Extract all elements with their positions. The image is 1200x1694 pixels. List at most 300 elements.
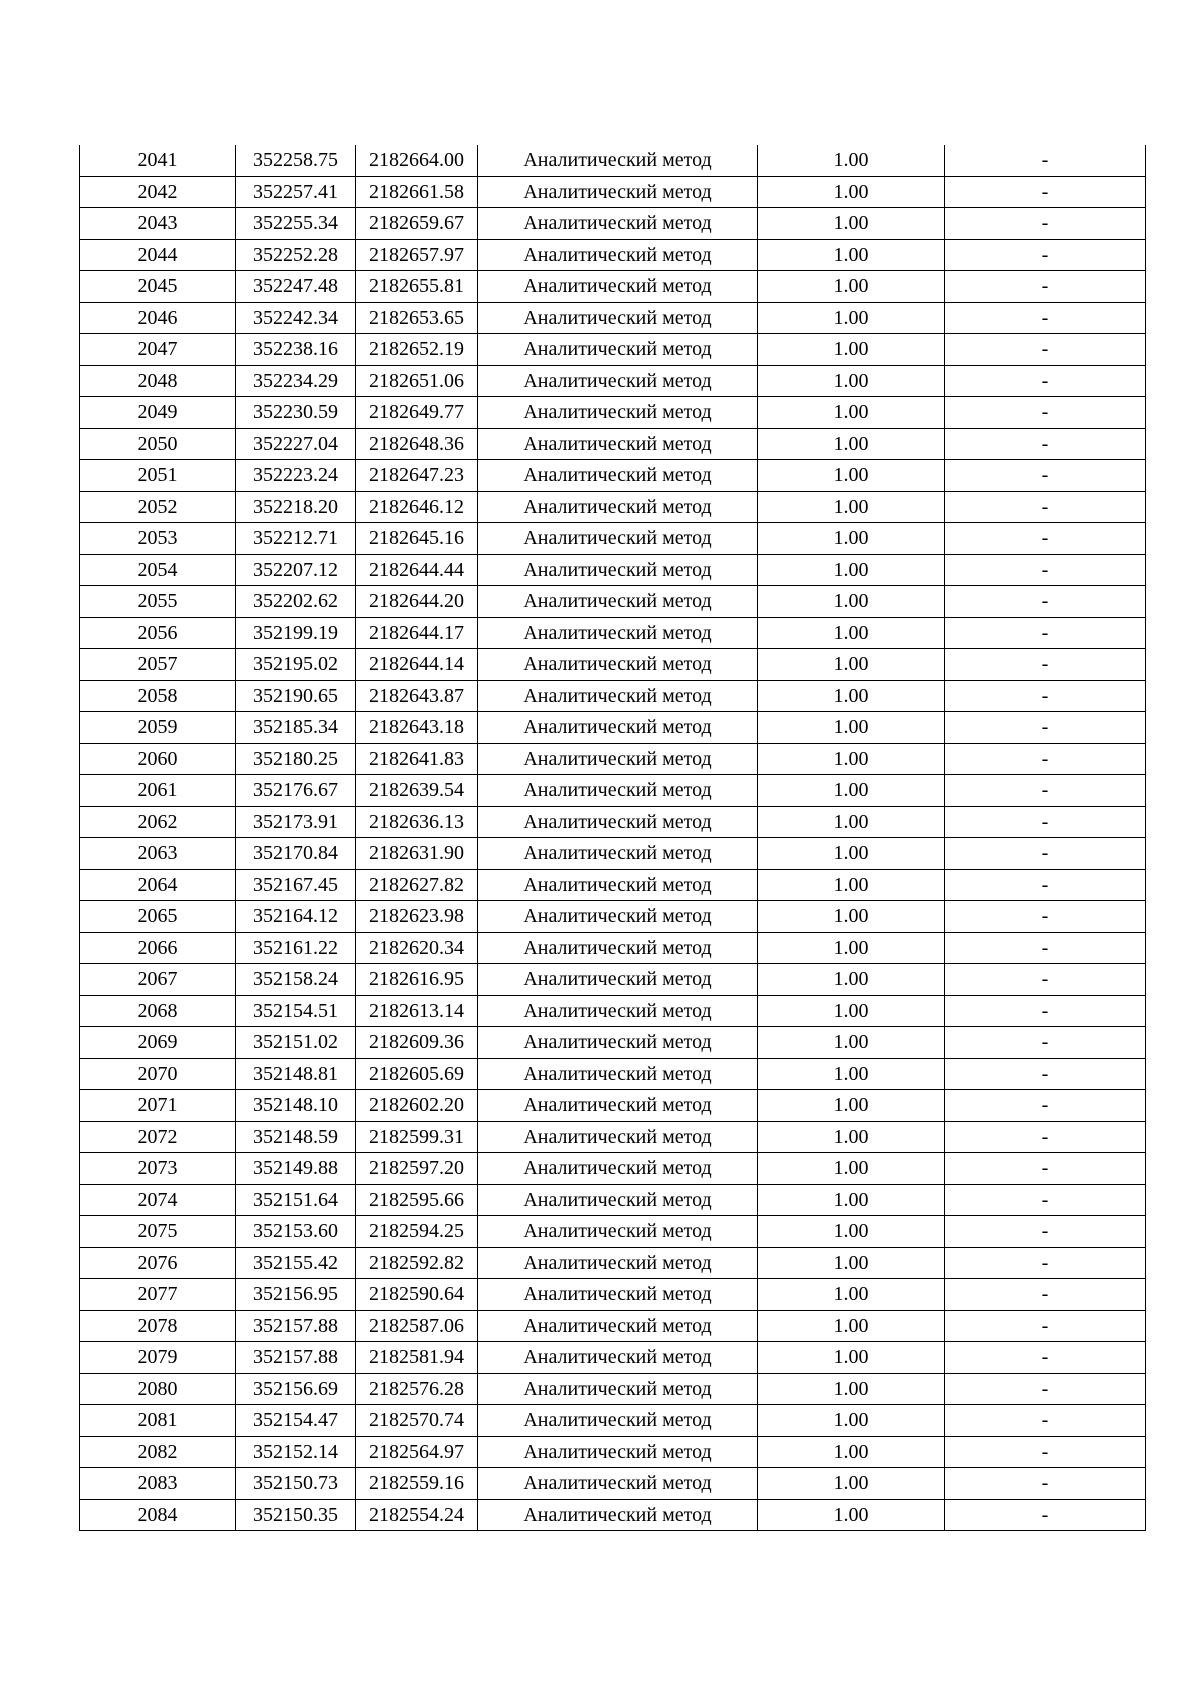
- method-cell: Аналитический метод: [478, 176, 758, 208]
- accuracy-cell: 1.00: [758, 743, 945, 775]
- point-number-cell: 2046: [80, 302, 236, 334]
- description-cell: -: [945, 491, 1146, 523]
- method-cell: Аналитический метод: [478, 1247, 758, 1279]
- x-coordinate-cell: 352155.42: [236, 1247, 356, 1279]
- accuracy-cell: 1.00: [758, 1468, 945, 1500]
- y-coordinate-cell: 2182602.20: [356, 1090, 478, 1122]
- method-cell: Аналитический метод: [478, 1310, 758, 1342]
- method-cell: Аналитический метод: [478, 1405, 758, 1437]
- x-coordinate-cell: 352223.24: [236, 460, 356, 492]
- method-cell: Аналитический метод: [478, 1121, 758, 1153]
- accuracy-cell: 1.00: [758, 1279, 945, 1311]
- description-cell: -: [945, 334, 1146, 366]
- table-body: [80, 145, 1146, 1531]
- accuracy-cell: 1.00: [758, 712, 945, 744]
- table-row: [80, 743, 1146, 775]
- x-coordinate-cell: 352154.51: [236, 995, 356, 1027]
- method-cell: Аналитический метод: [478, 1499, 758, 1531]
- x-coordinate-cell: 352199.19: [236, 617, 356, 649]
- accuracy-cell: 1.00: [758, 586, 945, 618]
- table-row: [80, 1405, 1146, 1437]
- description-cell: -: [945, 680, 1146, 712]
- point-number-cell: 2053: [80, 523, 236, 555]
- x-coordinate-cell: 352173.91: [236, 806, 356, 838]
- accuracy-cell: 1.00: [758, 208, 945, 240]
- y-coordinate-cell: 2182653.65: [356, 302, 478, 334]
- description-cell: -: [945, 995, 1146, 1027]
- table-row: [80, 649, 1146, 681]
- y-coordinate-cell: 2182592.82: [356, 1247, 478, 1279]
- method-cell: Аналитический метод: [478, 523, 758, 555]
- method-cell: Аналитический метод: [478, 428, 758, 460]
- accuracy-cell: 1.00: [758, 176, 945, 208]
- method-cell: Аналитический метод: [478, 1027, 758, 1059]
- accuracy-cell: 1.00: [758, 1121, 945, 1153]
- method-cell: Аналитический метод: [478, 334, 758, 366]
- y-coordinate-cell: 2182587.06: [356, 1310, 478, 1342]
- y-coordinate-cell: 2182599.31: [356, 1121, 478, 1153]
- x-coordinate-cell: 352157.88: [236, 1342, 356, 1374]
- point-number-cell: 2069: [80, 1027, 236, 1059]
- description-cell: -: [945, 649, 1146, 681]
- accuracy-cell: 1.00: [758, 1153, 945, 1185]
- y-coordinate-cell: 2182644.20: [356, 586, 478, 618]
- description-cell: -: [945, 397, 1146, 429]
- accuracy-cell: 1.00: [758, 1247, 945, 1279]
- table-row: [80, 932, 1146, 964]
- x-coordinate-cell: 352170.84: [236, 838, 356, 870]
- accuracy-cell: 1.00: [758, 806, 945, 838]
- point-number-cell: 2082: [80, 1436, 236, 1468]
- method-cell: Аналитический метод: [478, 1153, 758, 1185]
- description-cell: -: [945, 1342, 1146, 1374]
- description-cell: -: [945, 1153, 1146, 1185]
- table-row: [80, 1468, 1146, 1500]
- x-coordinate-cell: 352238.16: [236, 334, 356, 366]
- table-row: [80, 1121, 1146, 1153]
- x-coordinate-cell: 352154.47: [236, 1405, 356, 1437]
- point-number-cell: 2045: [80, 271, 236, 303]
- y-coordinate-cell: 2182631.90: [356, 838, 478, 870]
- description-cell: -: [945, 901, 1146, 933]
- accuracy-cell: 1.00: [758, 271, 945, 303]
- method-cell: Аналитический метод: [478, 649, 758, 681]
- method-cell: Аналитический метод: [478, 271, 758, 303]
- y-coordinate-cell: 2182576.28: [356, 1373, 478, 1405]
- x-coordinate-cell: 352242.34: [236, 302, 356, 334]
- method-cell: Аналитический метод: [478, 743, 758, 775]
- table-row: [80, 964, 1146, 996]
- x-coordinate-cell: 352227.04: [236, 428, 356, 460]
- accuracy-cell: 1.00: [758, 680, 945, 712]
- table-row: [80, 995, 1146, 1027]
- point-number-cell: 2080: [80, 1373, 236, 1405]
- point-number-cell: 2078: [80, 1310, 236, 1342]
- accuracy-cell: 1.00: [758, 365, 945, 397]
- description-cell: -: [945, 806, 1146, 838]
- x-coordinate-cell: 352148.59: [236, 1121, 356, 1153]
- method-cell: Аналитический метод: [478, 145, 758, 176]
- y-coordinate-cell: 2182623.98: [356, 901, 478, 933]
- accuracy-cell: 1.00: [758, 1027, 945, 1059]
- x-coordinate-cell: 352202.62: [236, 586, 356, 618]
- accuracy-cell: 1.00: [758, 1499, 945, 1531]
- x-coordinate-cell: 352195.02: [236, 649, 356, 681]
- y-coordinate-cell: 2182595.66: [356, 1184, 478, 1216]
- point-number-cell: 2042: [80, 176, 236, 208]
- point-number-cell: 2043: [80, 208, 236, 240]
- point-number-cell: 2060: [80, 743, 236, 775]
- accuracy-cell: 1.00: [758, 428, 945, 460]
- accuracy-cell: 1.00: [758, 302, 945, 334]
- method-cell: Аналитический метод: [478, 460, 758, 492]
- description-cell: -: [945, 932, 1146, 964]
- x-coordinate-cell: 352158.24: [236, 964, 356, 996]
- accuracy-cell: 1.00: [758, 491, 945, 523]
- y-coordinate-cell: 2182659.67: [356, 208, 478, 240]
- point-number-cell: 2067: [80, 964, 236, 996]
- description-cell: -: [945, 554, 1146, 586]
- table-row: [80, 586, 1146, 618]
- y-coordinate-cell: 2182643.18: [356, 712, 478, 744]
- description-cell: -: [945, 1247, 1146, 1279]
- description-cell: -: [945, 1090, 1146, 1122]
- method-cell: Аналитический метод: [478, 964, 758, 996]
- point-number-cell: 2076: [80, 1247, 236, 1279]
- y-coordinate-cell: 2182641.83: [356, 743, 478, 775]
- table-row: [80, 1090, 1146, 1122]
- x-coordinate-cell: 352156.95: [236, 1279, 356, 1311]
- x-coordinate-cell: 352234.29: [236, 365, 356, 397]
- point-number-cell: 2057: [80, 649, 236, 681]
- table-row: [80, 397, 1146, 429]
- point-number-cell: 2047: [80, 334, 236, 366]
- description-cell: -: [945, 1216, 1146, 1248]
- accuracy-cell: 1.00: [758, 397, 945, 429]
- accuracy-cell: 1.00: [758, 239, 945, 271]
- y-coordinate-cell: 2182655.81: [356, 271, 478, 303]
- description-cell: -: [945, 1468, 1146, 1500]
- description-cell: -: [945, 365, 1146, 397]
- description-cell: -: [945, 838, 1146, 870]
- y-coordinate-cell: 2182616.95: [356, 964, 478, 996]
- table-row: [80, 1342, 1146, 1374]
- y-coordinate-cell: 2182644.17: [356, 617, 478, 649]
- description-cell: -: [945, 1436, 1146, 1468]
- table-row: [80, 901, 1146, 933]
- point-number-cell: 2049: [80, 397, 236, 429]
- point-number-cell: 2070: [80, 1058, 236, 1090]
- point-number-cell: 2054: [80, 554, 236, 586]
- method-cell: Аналитический метод: [478, 680, 758, 712]
- point-number-cell: 2050: [80, 428, 236, 460]
- x-coordinate-cell: 352151.02: [236, 1027, 356, 1059]
- method-cell: Аналитический метод: [478, 775, 758, 807]
- coordinates-table: [79, 145, 1146, 1531]
- accuracy-cell: 1.00: [758, 554, 945, 586]
- accuracy-cell: 1.00: [758, 460, 945, 492]
- method-cell: Аналитический метод: [478, 869, 758, 901]
- table-row: [80, 176, 1146, 208]
- point-number-cell: 2081: [80, 1405, 236, 1437]
- y-coordinate-cell: 2182620.34: [356, 932, 478, 964]
- accuracy-cell: 1.00: [758, 617, 945, 649]
- point-number-cell: 2041: [80, 145, 236, 176]
- table-row: [80, 523, 1146, 555]
- table-row: [80, 460, 1146, 492]
- x-coordinate-cell: 352164.12: [236, 901, 356, 933]
- x-coordinate-cell: 352176.67: [236, 775, 356, 807]
- method-cell: Аналитический метод: [478, 1090, 758, 1122]
- y-coordinate-cell: 2182645.16: [356, 523, 478, 555]
- x-coordinate-cell: 352153.60: [236, 1216, 356, 1248]
- point-number-cell: 2063: [80, 838, 236, 870]
- x-coordinate-cell: 352157.88: [236, 1310, 356, 1342]
- table-row: [80, 1310, 1146, 1342]
- method-cell: Аналитический метод: [478, 1373, 758, 1405]
- x-coordinate-cell: 352247.48: [236, 271, 356, 303]
- table-row: [80, 145, 1146, 176]
- description-cell: -: [945, 1310, 1146, 1342]
- description-cell: -: [945, 523, 1146, 555]
- table-row: [80, 271, 1146, 303]
- description-cell: -: [945, 1121, 1146, 1153]
- point-number-cell: 2075: [80, 1216, 236, 1248]
- y-coordinate-cell: 2182609.36: [356, 1027, 478, 1059]
- table-row: [80, 1058, 1146, 1090]
- method-cell: Аналитический метод: [478, 1184, 758, 1216]
- description-cell: -: [945, 1058, 1146, 1090]
- table-row: [80, 491, 1146, 523]
- point-number-cell: 2065: [80, 901, 236, 933]
- y-coordinate-cell: 2182581.94: [356, 1342, 478, 1374]
- description-cell: -: [945, 617, 1146, 649]
- y-coordinate-cell: 2182613.14: [356, 995, 478, 1027]
- table-row: [80, 554, 1146, 586]
- y-coordinate-cell: 2182649.77: [356, 397, 478, 429]
- description-cell: -: [945, 1499, 1146, 1531]
- table-row: [80, 617, 1146, 649]
- point-number-cell: 2066: [80, 932, 236, 964]
- accuracy-cell: 1.00: [758, 869, 945, 901]
- point-number-cell: 2079: [80, 1342, 236, 1374]
- method-cell: Аналитический метод: [478, 1058, 758, 1090]
- table-row: [80, 838, 1146, 870]
- x-coordinate-cell: 352151.64: [236, 1184, 356, 1216]
- method-cell: Аналитический метод: [478, 239, 758, 271]
- description-cell: -: [945, 271, 1146, 303]
- description-cell: -: [945, 1373, 1146, 1405]
- point-number-cell: 2073: [80, 1153, 236, 1185]
- method-cell: Аналитический метод: [478, 491, 758, 523]
- accuracy-cell: 1.00: [758, 1342, 945, 1374]
- x-coordinate-cell: 352218.20: [236, 491, 356, 523]
- x-coordinate-cell: 352252.28: [236, 239, 356, 271]
- method-cell: Аналитический метод: [478, 1342, 758, 1374]
- method-cell: Аналитический метод: [478, 1279, 758, 1311]
- description-cell: -: [945, 586, 1146, 618]
- accuracy-cell: 1.00: [758, 995, 945, 1027]
- x-coordinate-cell: 352212.71: [236, 523, 356, 555]
- point-number-cell: 2062: [80, 806, 236, 838]
- y-coordinate-cell: 2182597.20: [356, 1153, 478, 1185]
- table-row: [80, 208, 1146, 240]
- description-cell: -: [945, 302, 1146, 334]
- table-row: [80, 1216, 1146, 1248]
- table-row: [80, 712, 1146, 744]
- point-number-cell: 2044: [80, 239, 236, 271]
- y-coordinate-cell: 2182644.44: [356, 554, 478, 586]
- method-cell: Аналитический метод: [478, 365, 758, 397]
- method-cell: Аналитический метод: [478, 995, 758, 1027]
- table-row: [80, 1436, 1146, 1468]
- y-coordinate-cell: 2182644.14: [356, 649, 478, 681]
- accuracy-cell: 1.00: [758, 1405, 945, 1437]
- x-coordinate-cell: 352149.88: [236, 1153, 356, 1185]
- x-coordinate-cell: 352148.10: [236, 1090, 356, 1122]
- accuracy-cell: 1.00: [758, 1058, 945, 1090]
- method-cell: Аналитический метод: [478, 806, 758, 838]
- point-number-cell: 2068: [80, 995, 236, 1027]
- method-cell: Аналитический метод: [478, 1468, 758, 1500]
- y-coordinate-cell: 2182570.74: [356, 1405, 478, 1437]
- description-cell: -: [945, 208, 1146, 240]
- y-coordinate-cell: 2182636.13: [356, 806, 478, 838]
- accuracy-cell: 1.00: [758, 775, 945, 807]
- table-row: [80, 1153, 1146, 1185]
- method-cell: Аналитический метод: [478, 712, 758, 744]
- accuracy-cell: 1.00: [758, 932, 945, 964]
- x-coordinate-cell: 352167.45: [236, 869, 356, 901]
- x-coordinate-cell: 352148.81: [236, 1058, 356, 1090]
- method-cell: Аналитический метод: [478, 617, 758, 649]
- point-number-cell: 2072: [80, 1121, 236, 1153]
- x-coordinate-cell: 352161.22: [236, 932, 356, 964]
- accuracy-cell: 1.00: [758, 901, 945, 933]
- x-coordinate-cell: 352150.35: [236, 1499, 356, 1531]
- point-number-cell: 2056: [80, 617, 236, 649]
- method-cell: Аналитический метод: [478, 397, 758, 429]
- table-row: [80, 302, 1146, 334]
- x-coordinate-cell: 352255.34: [236, 208, 356, 240]
- y-coordinate-cell: 2182651.06: [356, 365, 478, 397]
- table-row: [80, 1247, 1146, 1279]
- table-row: [80, 1499, 1146, 1531]
- point-number-cell: 2048: [80, 365, 236, 397]
- y-coordinate-cell: 2182664.00: [356, 145, 478, 176]
- table-row: [80, 428, 1146, 460]
- point-number-cell: 2058: [80, 680, 236, 712]
- x-coordinate-cell: 352190.65: [236, 680, 356, 712]
- y-coordinate-cell: 2182657.97: [356, 239, 478, 271]
- y-coordinate-cell: 2182559.16: [356, 1468, 478, 1500]
- y-coordinate-cell: 2182564.97: [356, 1436, 478, 1468]
- accuracy-cell: 1.00: [758, 145, 945, 176]
- table-row: [80, 1373, 1146, 1405]
- description-cell: -: [945, 1279, 1146, 1311]
- description-cell: -: [945, 775, 1146, 807]
- description-cell: -: [945, 460, 1146, 492]
- x-coordinate-cell: 352152.14: [236, 1436, 356, 1468]
- point-number-cell: 2064: [80, 869, 236, 901]
- accuracy-cell: 1.00: [758, 649, 945, 681]
- method-cell: Аналитический метод: [478, 302, 758, 334]
- table-row: [80, 334, 1146, 366]
- y-coordinate-cell: 2182594.25: [356, 1216, 478, 1248]
- method-cell: Аналитический метод: [478, 838, 758, 870]
- point-number-cell: 2059: [80, 712, 236, 744]
- accuracy-cell: 1.00: [758, 838, 945, 870]
- description-cell: -: [945, 176, 1146, 208]
- accuracy-cell: 1.00: [758, 964, 945, 996]
- y-coordinate-cell: 2182590.64: [356, 1279, 478, 1311]
- y-coordinate-cell: 2182648.36: [356, 428, 478, 460]
- accuracy-cell: 1.00: [758, 1216, 945, 1248]
- table-row: [80, 1027, 1146, 1059]
- description-cell: -: [945, 1184, 1146, 1216]
- table-row: [80, 1279, 1146, 1311]
- x-coordinate-cell: 352185.34: [236, 712, 356, 744]
- method-cell: Аналитический метод: [478, 932, 758, 964]
- point-number-cell: 2071: [80, 1090, 236, 1122]
- y-coordinate-cell: 2182647.23: [356, 460, 478, 492]
- x-coordinate-cell: 352258.75: [236, 145, 356, 176]
- accuracy-cell: 1.00: [758, 1310, 945, 1342]
- y-coordinate-cell: 2182646.12: [356, 491, 478, 523]
- point-number-cell: 2052: [80, 491, 236, 523]
- description-cell: -: [945, 964, 1146, 996]
- point-number-cell: 2084: [80, 1499, 236, 1531]
- method-cell: Аналитический метод: [478, 586, 758, 618]
- description-cell: -: [945, 145, 1146, 176]
- method-cell: Аналитический метод: [478, 208, 758, 240]
- accuracy-cell: 1.00: [758, 523, 945, 555]
- point-number-cell: 2051: [80, 460, 236, 492]
- table-row: [80, 806, 1146, 838]
- point-number-cell: 2055: [80, 586, 236, 618]
- x-coordinate-cell: 352230.59: [236, 397, 356, 429]
- description-cell: -: [945, 712, 1146, 744]
- method-cell: Аналитический метод: [478, 901, 758, 933]
- accuracy-cell: 1.00: [758, 334, 945, 366]
- x-coordinate-cell: 352207.12: [236, 554, 356, 586]
- table-row: [80, 680, 1146, 712]
- description-cell: -: [945, 1405, 1146, 1437]
- description-cell: -: [945, 1027, 1146, 1059]
- point-number-cell: 2077: [80, 1279, 236, 1311]
- point-number-cell: 2074: [80, 1184, 236, 1216]
- y-coordinate-cell: 2182661.58: [356, 176, 478, 208]
- description-cell: -: [945, 869, 1146, 901]
- table-row: [80, 775, 1146, 807]
- description-cell: -: [945, 743, 1146, 775]
- x-coordinate-cell: 352180.25: [236, 743, 356, 775]
- y-coordinate-cell: 2182554.24: [356, 1499, 478, 1531]
- table-row: [80, 239, 1146, 271]
- point-number-cell: 2083: [80, 1468, 236, 1500]
- y-coordinate-cell: 2182639.54: [356, 775, 478, 807]
- accuracy-cell: 1.00: [758, 1436, 945, 1468]
- y-coordinate-cell: 2182627.82: [356, 869, 478, 901]
- x-coordinate-cell: 352150.73: [236, 1468, 356, 1500]
- method-cell: Аналитический метод: [478, 1216, 758, 1248]
- description-cell: -: [945, 239, 1146, 271]
- table-row: [80, 869, 1146, 901]
- method-cell: Аналитический метод: [478, 1436, 758, 1468]
- y-coordinate-cell: 2182605.69: [356, 1058, 478, 1090]
- accuracy-cell: 1.00: [758, 1184, 945, 1216]
- accuracy-cell: 1.00: [758, 1090, 945, 1122]
